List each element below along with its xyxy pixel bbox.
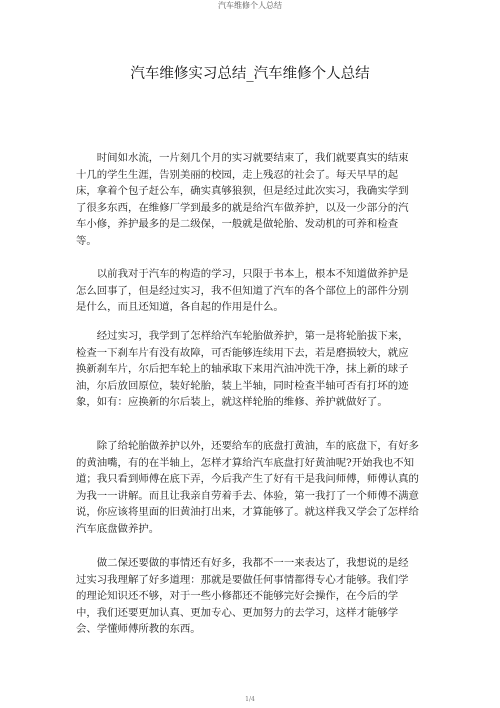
paragraph-2: 以前我对于汽车的构造的学习，只限于书本上，根本不知道做养护是怎么回事了，但是经过实习，我不但知道了汽车的各个部位上的部件分别是什么，而且还知道，各自起的作用是什么。 (76, 268, 409, 314)
page-number: 1/4 (245, 696, 255, 703)
paragraph-5: 做二保还要做的事情还有好多，我都不一一来表达了，我想说的是经过实习我理解了好多道理：那就是要做任何事情都得专心才能够。我们学的理论知识还不够，对于一些小修都还不能够完好会操作，在今后的学中，我们还要更加认真、更加专心、更加努力的去学习，这样才能够学会、学懂师傅所教的东西。 (76, 557, 409, 636)
document-title: 汽车维修实习总结_汽车维修个人总结 (130, 66, 370, 82)
running-header: 汽车维修个人总结 (218, 1, 282, 10)
paragraph-1: 时间如水流，一片刻几个月的实习就要结束了，我们就要真实的结束十几的学生生涯，告别美丽的校园，走上残忍的社会了。每天早早的起床，拿着个包子赶公车，确实真够狼狈，但是经过此次实习，我确实学到了很多东西，在维修厂学到最多的就是给汽车做养护，以及一少部分的汽车小修，养护最多的是二级保，一般就是做轮胎、发动机的可养和检查等。 (76, 152, 409, 247)
paragraph-4: 除了给轮胎做养护以外，还要给车的底盘打黄油，车的底盘下，有好多的黄油嘴，有的在半轴上，怎样才算给汽车底盘打好黄油呢?开始我也不知道；我只看到师傅在底下弄，今后我产生了好有干是我问师傅，师傅认真的为我一一讲解。而且让我亲自劳着手去、体验，第一我打了一个师傅不满意说，你应该将里面的旧黄油打出来，才算能够了。就这样我又学会了怎样给汽车底盘做养护。 (76, 440, 419, 535)
paragraph-3: 经过实习，我学到了怎样给汽车轮胎做养护，第一是将轮胎拔下来，检查一下刹车片有没有故障，可否能够连续用下去，若是磨损较大，就应换新刹车片，尔后把车轮上的轴承取下来用汽油冲洗干净，抹上新的球子油，尔后放回原位，装好轮胎，装上半轴，同时检查半轴可否有打坏的迹象，如有：应换新的尔后装上，就这样轮胎的维修、养护就做好了。 (76, 330, 409, 409)
